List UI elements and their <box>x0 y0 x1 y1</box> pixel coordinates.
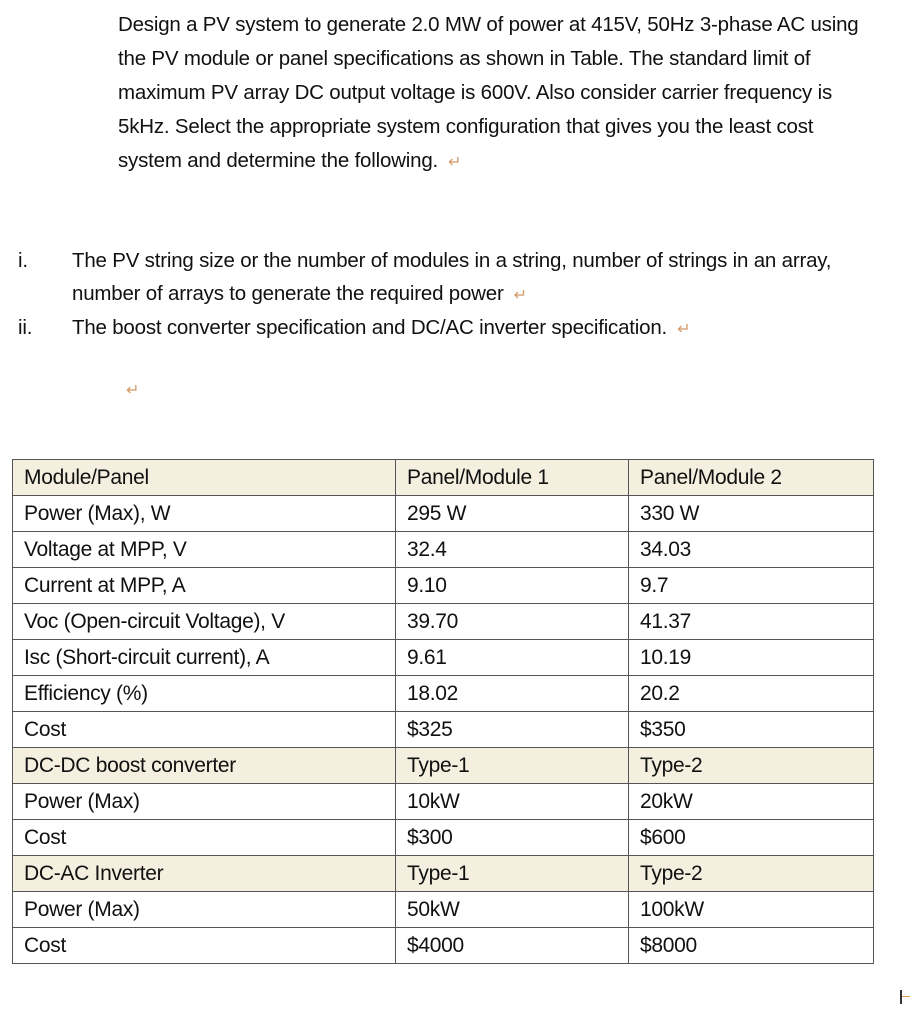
table-cell: Cost <box>13 712 396 748</box>
table-cell: Panel/Module 1 <box>396 460 629 496</box>
table-cell: Type-1 <box>396 856 629 892</box>
table-cell: 32.4 <box>396 532 629 568</box>
table-cell: 50kW <box>396 892 629 928</box>
table-cell: Type-2 <box>629 748 874 784</box>
table-cell: Cost <box>13 820 396 856</box>
table-header-row <box>13 748 874 784</box>
table-cell: 10.19 <box>629 640 874 676</box>
paragraph-mark-icon: ↵ <box>448 154 462 171</box>
table-cell: $8000 <box>629 928 874 964</box>
table-row <box>13 676 874 712</box>
table-cell: 330 W <box>629 496 874 532</box>
table-row <box>13 604 874 640</box>
table-header-row <box>13 856 874 892</box>
table-cell: 295 W <box>396 496 629 532</box>
problem-statement <box>118 8 878 180</box>
table-cell: Cost <box>13 928 396 964</box>
list-number: ii. <box>18 316 33 339</box>
table-cell: Module/Panel <box>13 460 396 496</box>
table-cell: Isc (Short-circuit current), A <box>13 640 396 676</box>
specs-table <box>12 459 874 964</box>
table-cell: Voltage at MPP, V <box>13 532 396 568</box>
table-cell: Power (Max), W <box>13 496 396 532</box>
table-cell: $325 <box>396 712 629 748</box>
list-text: The PV string size or the number of modules in a string, number of strings in an array, number of arrays to generate the required power <box>72 249 832 305</box>
table-cell: $4000 <box>396 928 629 964</box>
table-cell: 18.02 <box>396 676 629 712</box>
table-header-row <box>13 460 874 496</box>
table-cell: 9.10 <box>396 568 629 604</box>
table-cell: 10kW <box>396 784 629 820</box>
table-cell: Panel/Module 2 <box>629 460 874 496</box>
table-cell: $600 <box>629 820 874 856</box>
table-cell: 20.2 <box>629 676 874 712</box>
table-cell: Type-2 <box>629 856 874 892</box>
table-cell: $350 <box>629 712 874 748</box>
table-row <box>13 640 874 676</box>
table-cell: Voc (Open-circuit Voltage), V <box>13 604 396 640</box>
table-row <box>13 712 874 748</box>
list-text: The boost converter specification and DC/AC inverter specification. <box>72 316 668 339</box>
table-cell: 9.61 <box>396 640 629 676</box>
table-cell: Power (Max) <box>13 892 396 928</box>
table-cell: 20kW <box>629 784 874 820</box>
text-cursor-icon <box>900 990 902 1004</box>
table-cell: DC-DC boost converter <box>13 748 396 784</box>
table-row <box>13 532 874 568</box>
table-row <box>13 892 874 928</box>
table-row <box>13 784 874 820</box>
table-cell: $300 <box>396 820 629 856</box>
paragraph-mark-icon: ↵ <box>126 382 140 399</box>
table-cell: 100kW <box>629 892 874 928</box>
table-cell: DC-AC Inverter <box>13 856 396 892</box>
table-cell: Type-1 <box>396 748 629 784</box>
problem-text: Design a PV system to generate 2.0 MW of power at 415V, 50Hz 3-phase AC using the PV module or panel specifications as shown in Table. The standard limit of maximum PV array DC output voltage is 600V. Also consider carrier frequency is 5kHz. Select the appropriate system configuration that gives you the least cost system and determine the following. <box>118 13 859 172</box>
table-row <box>13 496 874 532</box>
paragraph-mark-icon: ↵ <box>677 321 691 338</box>
table-cell: 9.7 <box>629 568 874 604</box>
list-number: i. <box>18 249 28 272</box>
table-row <box>13 820 874 856</box>
table-row <box>13 928 874 964</box>
table-cell: Efficiency (%) <box>13 676 396 712</box>
table-cell: 39.70 <box>396 604 629 640</box>
paragraph-mark-icon: ↵ <box>513 287 527 304</box>
table-row <box>13 568 874 604</box>
table-cell: 41.37 <box>629 604 874 640</box>
table-cell: Current at MPP, A <box>13 568 396 604</box>
table-cell: 34.03 <box>629 532 874 568</box>
table-cell: Power (Max) <box>13 784 396 820</box>
